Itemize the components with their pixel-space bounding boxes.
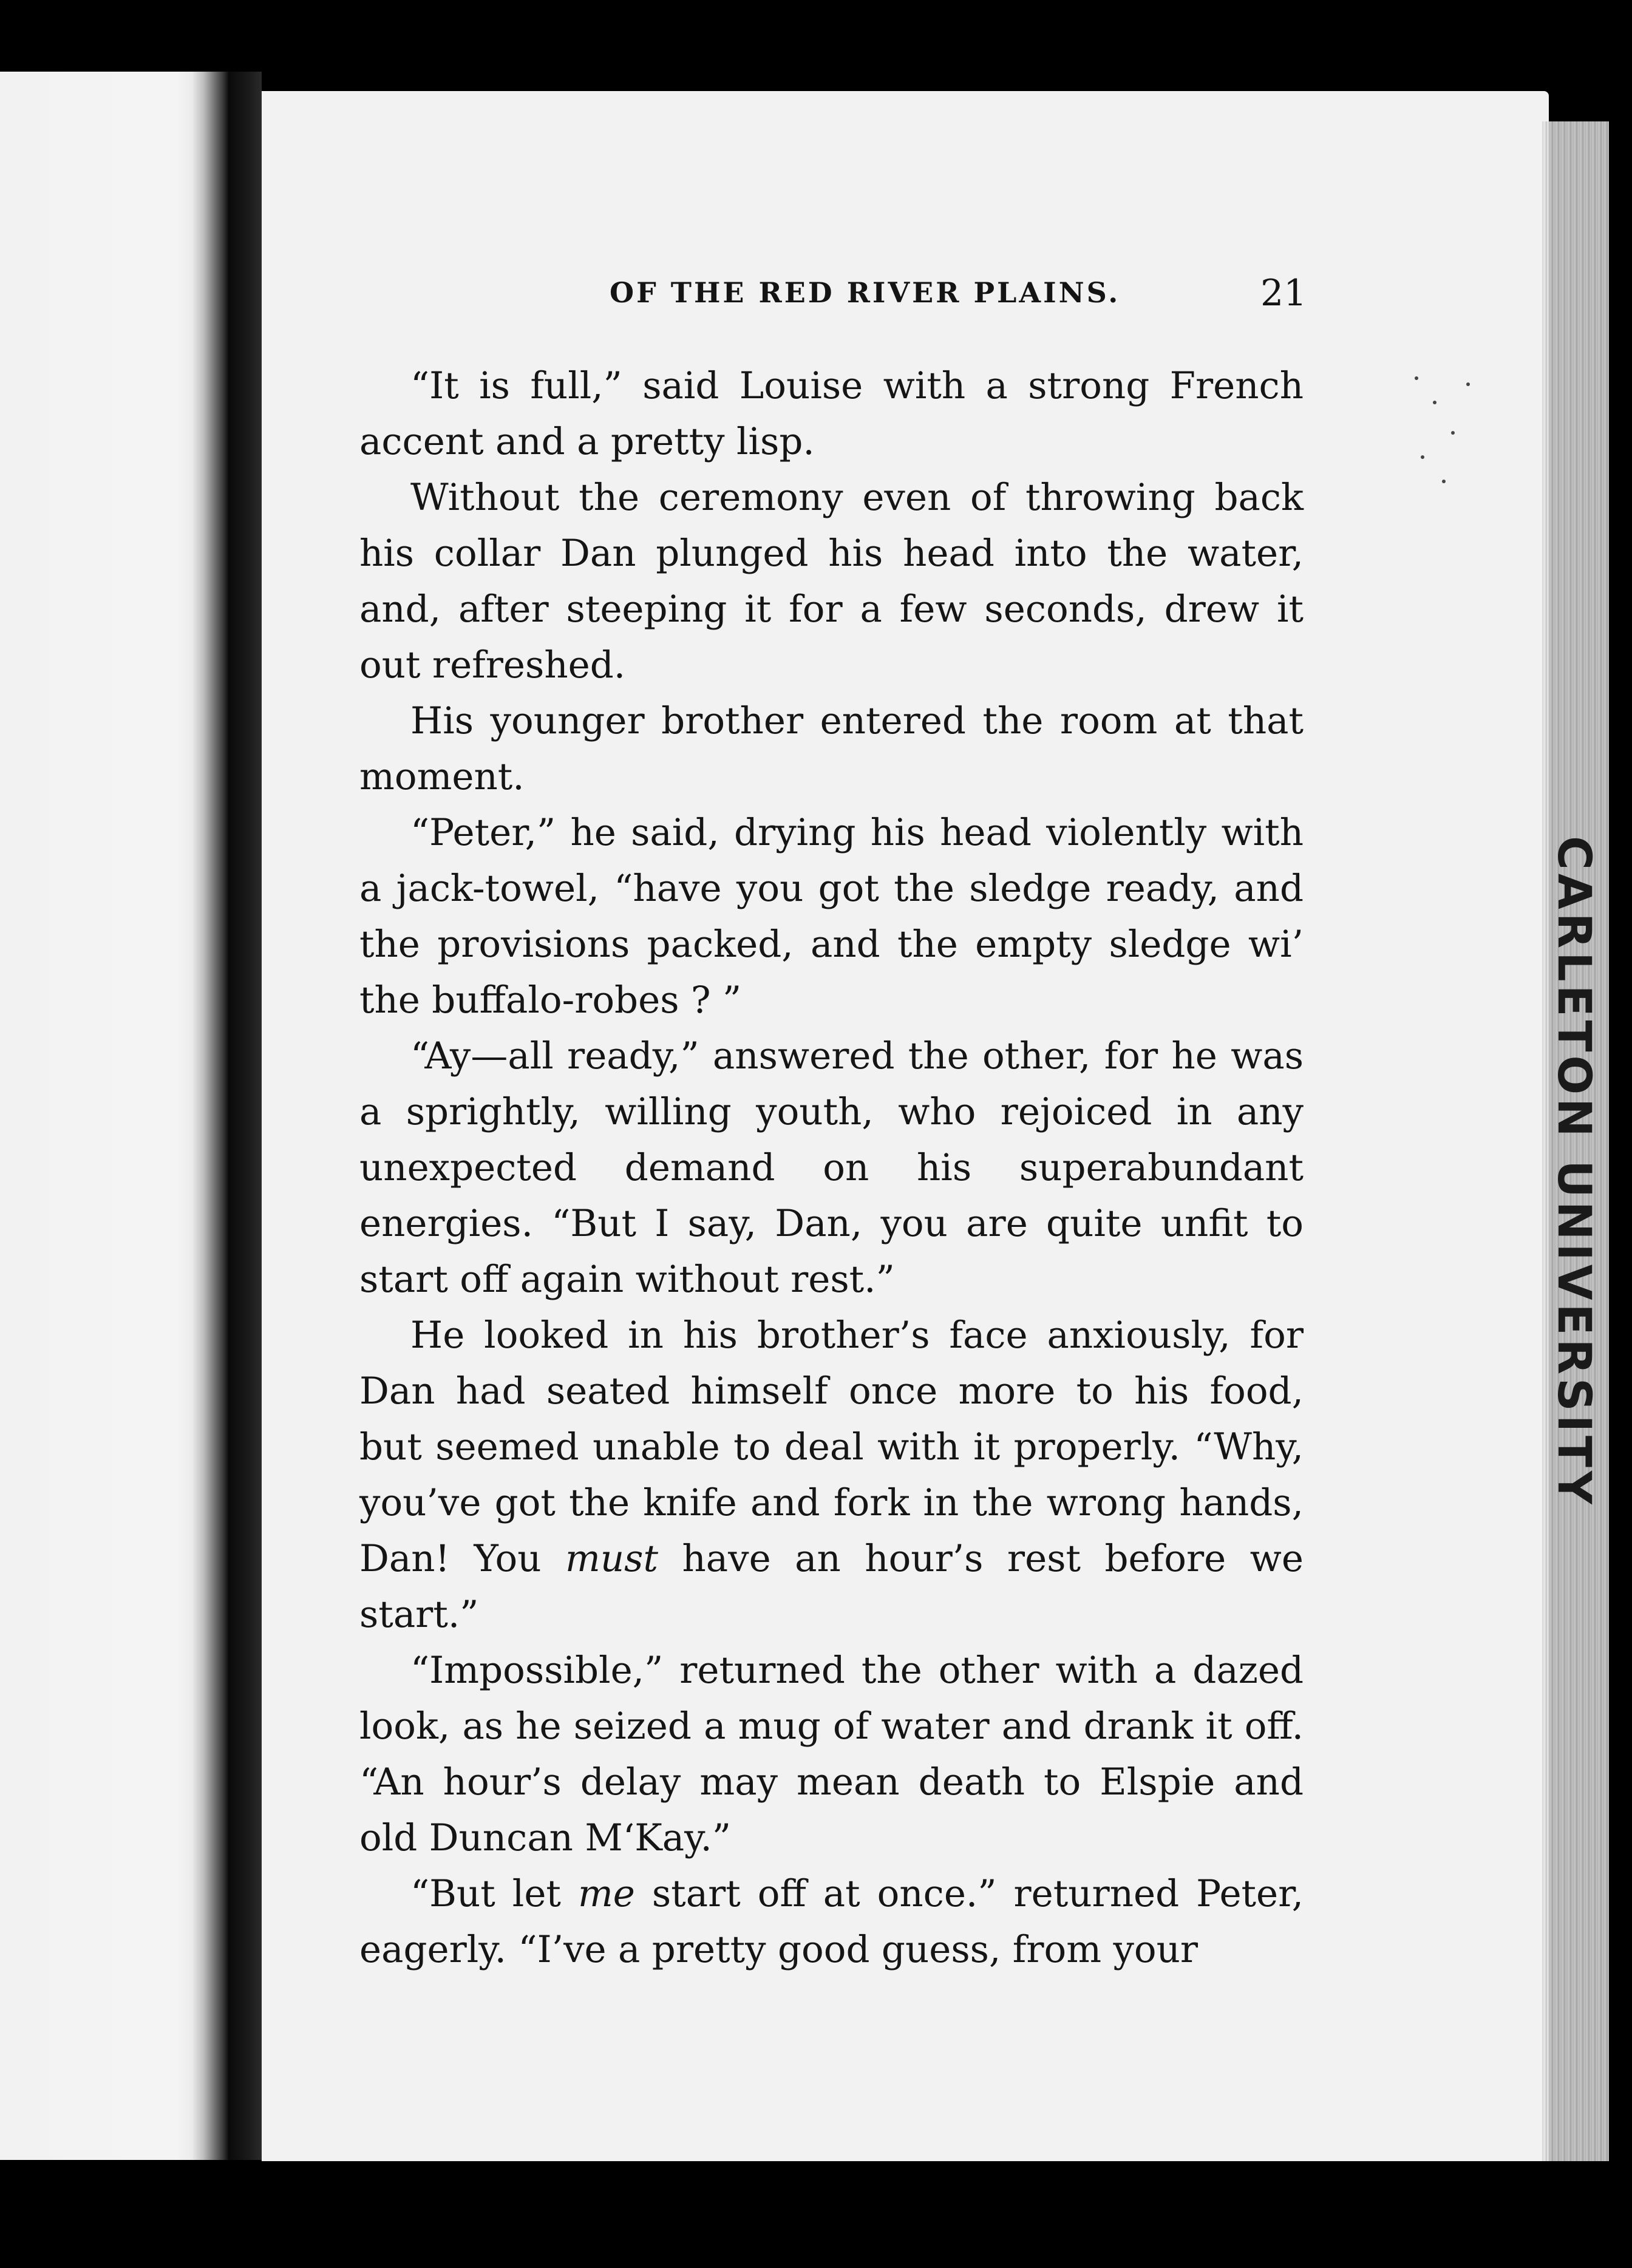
emphasis: must (565, 1537, 658, 1580)
paragraph-text: He looked in his brother’s face anxiously, for Dan had seated himself once more to his food, but seemed unable to deal with it properly. “Why, you’ve got the knife and fork in the wrong hands, Dan! You (359, 1314, 1304, 1580)
left-page-shadow (193, 72, 228, 2160)
library-stamp-text: CARLETON UNIVERSITY (1547, 835, 1602, 1508)
paragraph: “Impossible,” returned the other with a dazed look, as he seized a mug of water and drank it off. “An hour’s delay may mean death to Elspie and old Duncan M‘Kay.” (359, 1649, 1304, 1859)
paragraph (359, 1308, 1304, 1643)
paragraph: His younger brother entered the room at that moment. (359, 699, 1304, 798)
paragraph-text: start off at once.” returned Peter, eagerly. “I’ve a pretty good guess, from your (359, 1872, 1304, 1971)
emphasis: me (577, 1872, 635, 1915)
library-stamp (1547, 716, 1602, 1627)
book-gutter (228, 72, 262, 2160)
page-number: 21 (1260, 272, 1307, 314)
paragraph: “Peter,” he said, drying his head violently with a jack-towel, “have you got the sledge ready, and the provisions packed, and the empty sledge wi’ the buffalo-robes ? ” (359, 811, 1304, 1022)
running-head: OF THE RED RIVER PLAINS. (610, 276, 1121, 309)
print-specks (1409, 364, 1487, 498)
body-text (359, 358, 1304, 1978)
paragraph-text: “But let (410, 1872, 561, 1915)
paragraph (359, 1866, 1304, 1978)
paragraph: Without the ceremony even of throwing back his collar Dan plunged his head into the water, and, after steeping it for a few seconds, drew it out refreshed. (359, 476, 1304, 687)
left-page (0, 72, 222, 2160)
paragraph: “Ay—all ready,” answered the other, for he was a sprightly, willing youth, who rejoiced in any unexpected demand on his superabundant energies. “But I say, Dan, you are quite unfit to start off again without rest.” (359, 1034, 1304, 1301)
paragraph-text: have an hour’s rest before we start.” (359, 1537, 1304, 1636)
paragraph: “It is full,” said Louise with a strong French accent and a pretty lisp. (359, 364, 1304, 463)
